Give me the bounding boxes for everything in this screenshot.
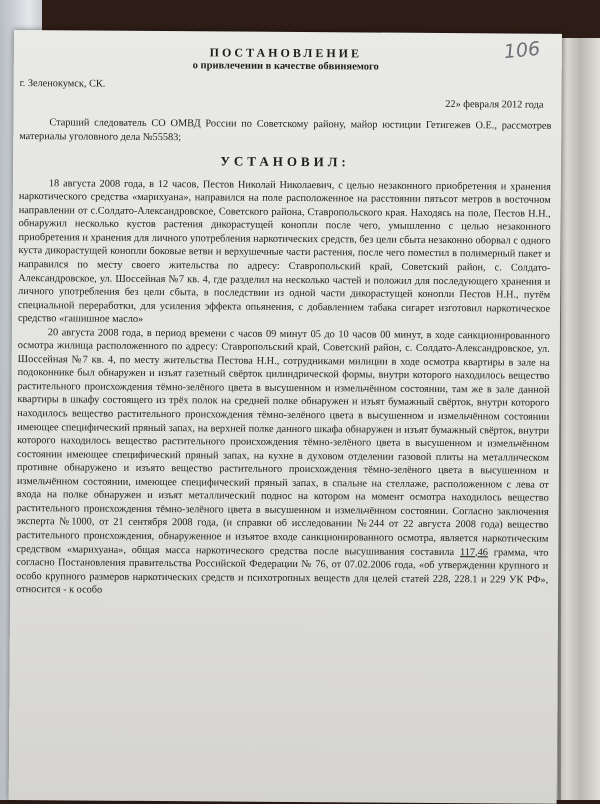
place-row	[20, 77, 552, 94]
paragraph-2	[16, 326, 550, 601]
document-body	[16, 38, 552, 600]
paragraph-2-part-a: 20 августа 2008 года, в период времени с часов 09 минут 05 до 10 часов 00 минут, в ходе санкционированного осмотра жилища расположенного по адресу: Ставропольский край, Советский район, с. Солдато-Александровское, ул. Шоссейная №7 кв. 4, по месту жительства Пестова Н.Н., сотрудниками милиции в ходе осмотра квартиры в зале на подоконнике был обнаружен и изъят газетный свёрток цилиндрической формы, внутри которого находилось вещество растительного происхождения тёмно-зелёного цвета в высушенном и измельчённом состоянии, там же в зале данной квартиры в шкафу состоящего из трёх полок на средней полке обнаружен и изъят бумажный свёрток, внутри которого находилось вещество растительного происхождения тёмно-зелёного цвета в высушенном и измельчённом состоянии имеющее специфический пряный запах, на верхней полке данного шкафа обнаружен и изъят бумажный свёрток, внутри которого находилось вещество растительного происхождения тёмно-зелёного цвета в высушенном и измельчённом состоянии имеющее специфический пряный запах, на кухне в духовом отделении газовой плиты на металлическом противне обнаружено и изъято вещество растительного происхождения тёмно-зелёного цвета в высушенном и измельчённом состоянии, имеющее специфический пряный запах, в спальне на стеллаже, расположенном с лева от входа на полке обнаружен и изъят металлический поднос на котором на момент осмотра находилось вещество растительного происхождения тёмно-зелёного цвета в высушенном и измельчённом состоянии. Согласно заключения эксперта №1000, от 21 сентября 2008 года, (и справки об исследовании №244 от 22 августа 2008 года) вещество растительного происхождения, обнаруженное и изъятое входе санкционированного осмотра, является наркотическим средством «марихуана», общая масса наркотического средства после высушивания составила	[16, 326, 550, 558]
paragraph-2-part-b: грамма, что согласно Постановления правительства Российской Федерации № 76, от 07.02.2006 года, «об утверждении крупного и особо крупного размеров наркотических средств и психотропных веществ для целей статей 228, 228.1 и 229 УК РФ», относится - к особо	[16, 546, 549, 596]
document-place: г. Зеленокумск, СК.	[19, 78, 106, 90]
document-page	[9, 30, 562, 804]
established-heading: УСТАНОВИЛ:	[220, 153, 350, 170]
document-date: 22» февраля 2012 года	[445, 98, 544, 111]
handwritten-page-number: 106	[502, 37, 541, 64]
paragraph-1: 18 августа 2008 года, в 12 часов, Пестов Николай Николаевич, с целью незаконного приобретения и хранения наркотического средства «марихуана», направился на поле расположенное на расстоянии пятьсот метров в восточном направлении от с.Солдато-Александровское, Советского района, Ставропольского края. Находясь на поле, Пестов Н.Н., обнаружил несколько кустов растения дикорастущей конопли после чего, умышленно с целью незаконного приобретения и хранения для личного употребления наркотических средств, без цели сбыта незаконно оборвал с одного куста дикорастущей конопли боковые ветви и верхушечные части растения, после чего поместил в полимерный пакет и направился по месту своего жительства по адресу: Ставропольский край, Советский район, с. Солдато-Александровское, ул. Шоссейная №7 кв. 4, где разделил на несколько частей и положил для последующего хранения и личного употребления без цели сбыта, в последствии из одной части дикорастущей конопли Пестов Н.Н., путём специальной переработки, для усиления эффекта опьянения, с добавлением табака сигарет изготовил наркотическое средство «гашишное масло»	[17, 177, 551, 326]
document-title: ПОСТАНОВЛЕНИЕ	[209, 45, 363, 61]
document-subtitle: о привлечении в качестве обвиняемого	[192, 60, 379, 73]
intro-paragraph: Старший следователь СО ОМВД России по Советскому району, майор юстиции Гетигежев О.Е., рассмотрев материалы уголовного дела №55583;	[19, 117, 552, 143]
drug-mass-amount: 117,46	[459, 546, 488, 558]
